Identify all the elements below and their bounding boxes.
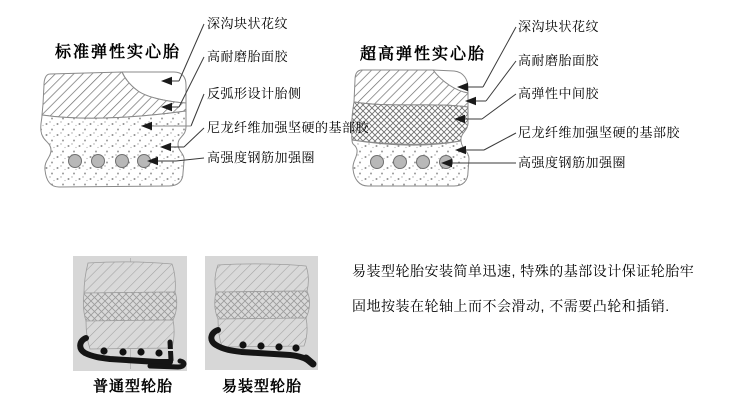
- photo-easyfit-tire: [205, 256, 318, 370]
- ultra-layer-label-base-rubber: 尼龙纤维加强坚硬的基部胶: [518, 125, 681, 140]
- description-line-2: 固地按装在轮轴上而不会滑动, 不需要凸轮和插销.: [352, 298, 670, 314]
- easyfit-tire-caption: 易装型轮胎: [221, 378, 302, 395]
- standard-tire-title: 标准弹性实心胎: [55, 44, 182, 61]
- standard-tire-drawing: [41, 72, 186, 187]
- description-line-1: 易装型轮胎安装简单迅速, 特殊的基部设计保证轮胎牢: [352, 263, 695, 279]
- photo-normal-tire: [73, 256, 187, 371]
- normal-tire-caption: 普通型轮胎: [92, 378, 173, 395]
- standard-layer-label-base-rubber: 尼龙纤维加强坚硬的基部胶: [207, 120, 370, 135]
- ultra-layer-label-steel-ring: 高强度钢筋加强圈: [518, 155, 627, 170]
- standard-layer-label-steel-ring: 高强度钢筋加强圈: [207, 150, 316, 165]
- ultra-layer-label-tread-rubber: 高耐磨胎面胶: [518, 53, 600, 68]
- standard-layer-label-tread-rubber: 高耐磨胎面胶: [207, 49, 289, 64]
- ultra-layer-label-tread-pattern: 深沟块状花纹: [518, 19, 600, 34]
- ultra-tire-drawing: [352, 70, 469, 186]
- ultra-layer-label-middle-rubber: 高弹性中间胶: [518, 86, 600, 101]
- standard-layer-label-sidewall: 反弧形设计胎侧: [207, 86, 302, 101]
- ultra-tire-title: 超高弹性实心胎: [360, 46, 487, 63]
- standard-layer-label-tread-pattern: 深沟块状花纹: [207, 16, 289, 31]
